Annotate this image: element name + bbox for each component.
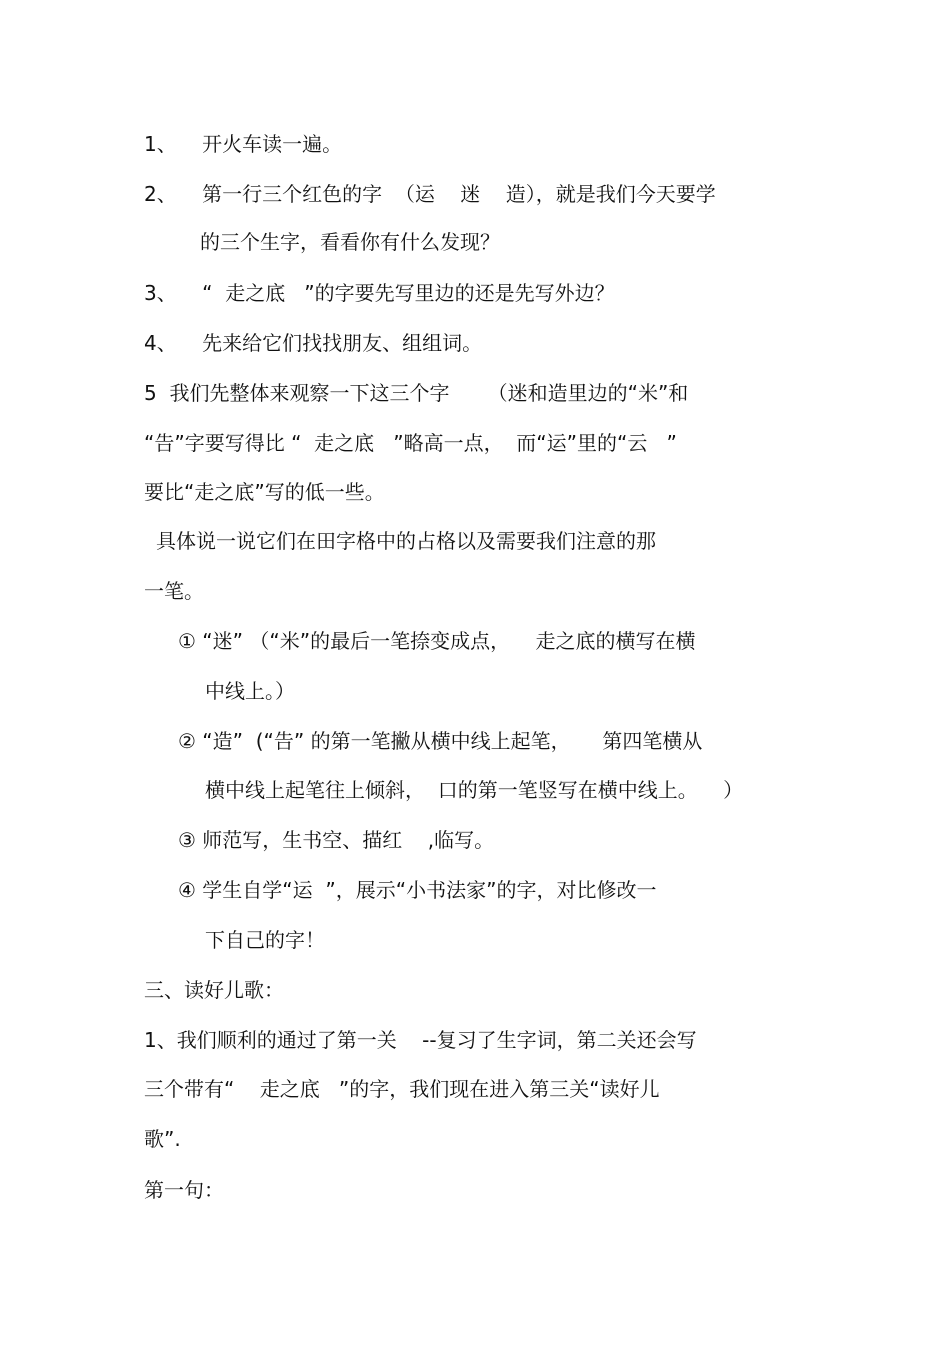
- text-line-17: 下自己的字！: [205, 928, 325, 952]
- text-line-4: 3、 “ 走之底 ”的字要先写里边的还是先写外边？: [144, 281, 615, 305]
- text-line-14: 横中线上起笔往上倾斜， 口的第一笔竖写在横中线上。 ）: [205, 778, 744, 802]
- text-line-20: 三个带有“ 走之底 ”的字，我们现在进入第三关“读好儿: [144, 1077, 660, 1101]
- text-line-18: 三、读好儿歌：: [144, 978, 284, 1002]
- text-line-2: 2、 第一行三个红色的字 （运 迷 造），就是我们今天要学: [144, 182, 716, 206]
- text-line-1: 1、 开火车读一遍。: [144, 132, 343, 156]
- text-line-9: 具体说一说它们在田字格中的占格以及需要我们注意的那: [156, 529, 656, 553]
- text-line-10: 一笔。: [144, 579, 204, 603]
- text-line-16: ④ 学生自学“运 ”，展示“小书法家”的字，对比修改一: [178, 878, 657, 902]
- text-line-21: 歌”.: [144, 1127, 181, 1151]
- text-line-6: 5 我们先整体来观察一下这三个字 （迷和造里边的“米”和: [144, 381, 689, 405]
- text-line-19: 1、我们顺利的通过了第一关 --复习了生字词，第二关还会写: [144, 1028, 697, 1052]
- text-line-3: 的三个生字，看看你有什么发现？: [200, 230, 500, 254]
- text-line-13: ② “造” (“告” 的第一笔撇从横中线上起笔， 第四笔横从: [178, 729, 703, 753]
- text-line-8: 要比“走之底”写的低一些。: [144, 480, 385, 504]
- text-line-11: ① “迷” （“米”的最后一笔捺变成点， 走之底的横写在横: [178, 629, 696, 653]
- text-line-15: ③ 师范写，生书空、描红 ,临写。: [178, 828, 495, 852]
- text-line-22: 第一句：: [144, 1178, 224, 1202]
- text-line-7: “告”字要写得比 “ 走之底 ”略高一点， 而“运”里的“云 ”: [144, 431, 677, 455]
- text-line-5: 4、 先来给它们找找朋友、组组词。: [144, 331, 483, 355]
- text-line-12: 中线上。）: [205, 679, 295, 703]
